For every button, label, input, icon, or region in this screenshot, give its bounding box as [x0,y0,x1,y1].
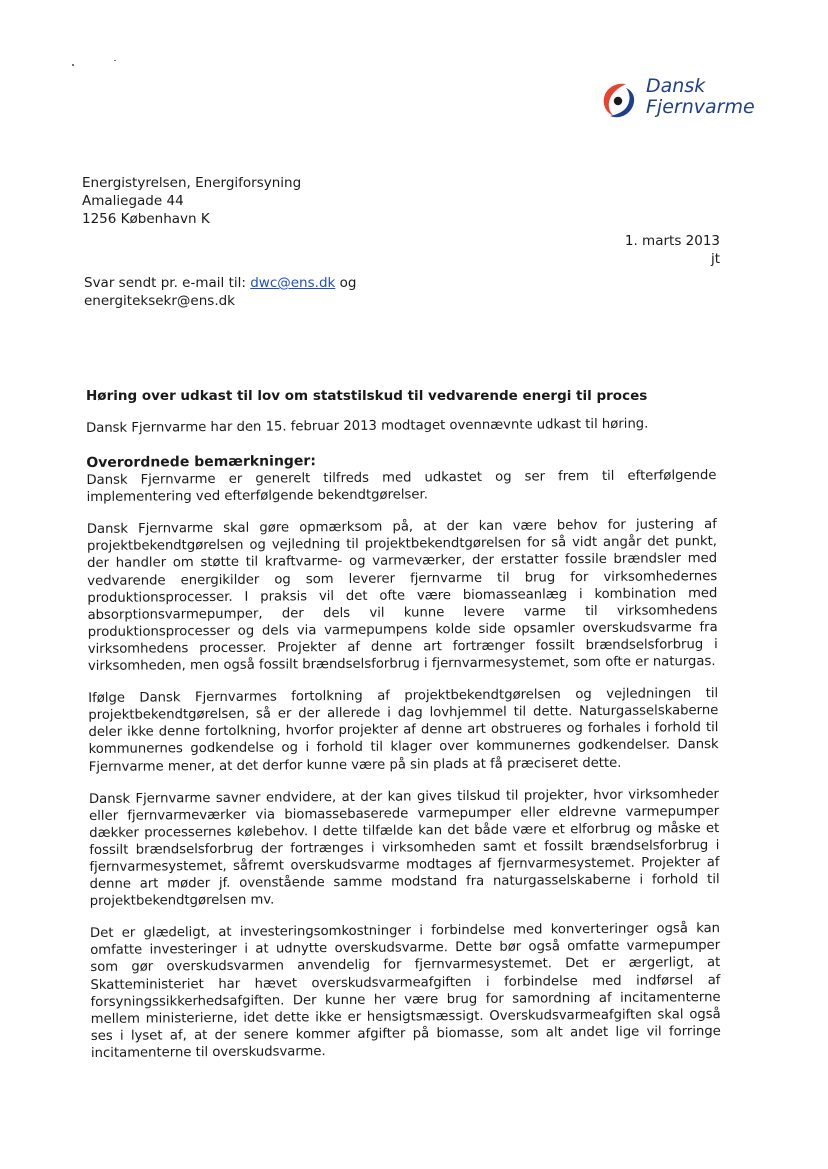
letter-date: 1. marts 2013 [624,233,720,249]
reply-joiner: og [335,275,357,291]
address-line-1: Energistyrelsen, Energiforsyning [82,175,302,191]
logo-line-2: Fjernvarme [646,96,755,118]
reply-info [84,274,356,310]
address-line-2: Amaliegade 44 [82,193,184,209]
letter-subject: Høring over udkast til lov om statstilskud til vedvarende energi til proces [86,388,648,404]
paragraph-1: Dansk Fjernvarme er generelt tilfreds med udkastet og ser frem til efterfølgende implementering ved efterfølgende bekendtgørelser. [86,468,717,506]
dansk-fjernvarme-logo [596,74,766,134]
paragraph-4: Dansk Fjernvarme savner endvidere, at der kan gives tilskud til projekter, hvor virksomheder eller fjernvarmeværker via biomassebaserede varmepumper eller eldrevne varmepumper dækker processernes kølebehov. I dette tilfælde kan det både være et elforbrug og måske et fossilt brændselsforbrug der fortrænges i virksomheden samt et fossilt brændselsforbrug i fjernvarmesystemet, såfremt overskudsvarme modtages af fjernvarmesystemet. Projekter af denne art møder jf. ovenstående samme modstand fra naturgasselskaberne i forhold til projektbekendtgørelsen mv. [88,786,720,910]
logo-wordmark [646,76,755,118]
scan-speck [114,60,116,61]
recipient-address [82,174,301,228]
scan-speck [72,64,74,66]
paragraph-3: Ifølge Dansk Fjernvarmes fortolkning af projektbekendtgørelsen og vejledningen til projektbekendtgørelsen, så er der allerede i dag lovhjemmel til dette. Naturgasselskaberne deler ikke denne fortolkning, hvorfor projekter af denne art obstrueres og forhales i forhold til kommunernes godkendelse og i forhold til klager over kommunernes godkendelser. Dansk Fjernvarme mener, at det derfor kunne være på sin plads at få præciseret dette. [88,686,719,775]
intro-paragraph: Dansk Fjernvarme har den 15. februar 2013 modtaget ovennævnte udkast til høring. [86,416,649,436]
section-heading: Overordnede bemærkninger: [86,453,316,472]
author-initials: jt [710,251,720,267]
email-secondary: energiteksekr@ens.dk [84,293,235,309]
logo-line-1: Dansk [646,75,706,97]
letter-body [86,415,721,1077]
reply-prefix: Svar sendt pr. e-mail til: [84,275,251,291]
date-block [625,232,720,268]
flame-logo-icon [596,78,640,122]
paragraph-5: Det er glædeligt, at investeringsomkostninger i forbindelse med konverteringer også kan omfatte investeringer i at udnytte overskudsvarme. Dette bør også omfatte varmepumper som gør overskudsvarmen anvendelig for fjernvarmesystemet. Det er ærgerligt, at Skatteministeriet har hævet overskudsvarmeafgiften i forbindelse med indførsel af forsyningssikkerhedsafgiften. Der kunne her være brug for samordning af incitamenterne mellem ministerierne, idet dette ikke er hensigtsmæssigt. Overskudsvarmeafgiften skal også ses i lyset af, at der senere kommer afgifter på biomasse, som alt andet lige vil forringe incitamenterne til overskudsvarme. [89,921,721,1061]
address-line-3: 1256 København K [82,211,210,227]
paragraph-2: Dansk Fjernvarme skal gøre opmærksom på, at der kan være behov for justering af projektbekendtgørelsen og vejledning til projektbekendtgørelsen for så vidt angår det punkt, der handler om støtte til kraftvarme- og varmeværker, der erstatter fossile brændsler med vedvarende energikilder og som leverer fjernvarme til brug for virksomhedernes produktionsprocesser. I praksis vil det ofte være biomasseanlæg i kombination med absorptionsvarmepumper, der dels vil kunne levere varme til virksomhedens produktionsprocesser og dels via varmepumpens kolde side opsamler overskudsvarme fra virksomhedens processer. Projekter af denne art fortrænger fossilt brændselsforbrug i virksomheden, men også fossilt brændselsforbrug i fjernvarmesystemet, som ofte er naturgas. [86,517,718,675]
email-link-dwc[interactable]: dwc@ens.dk [250,275,336,291]
